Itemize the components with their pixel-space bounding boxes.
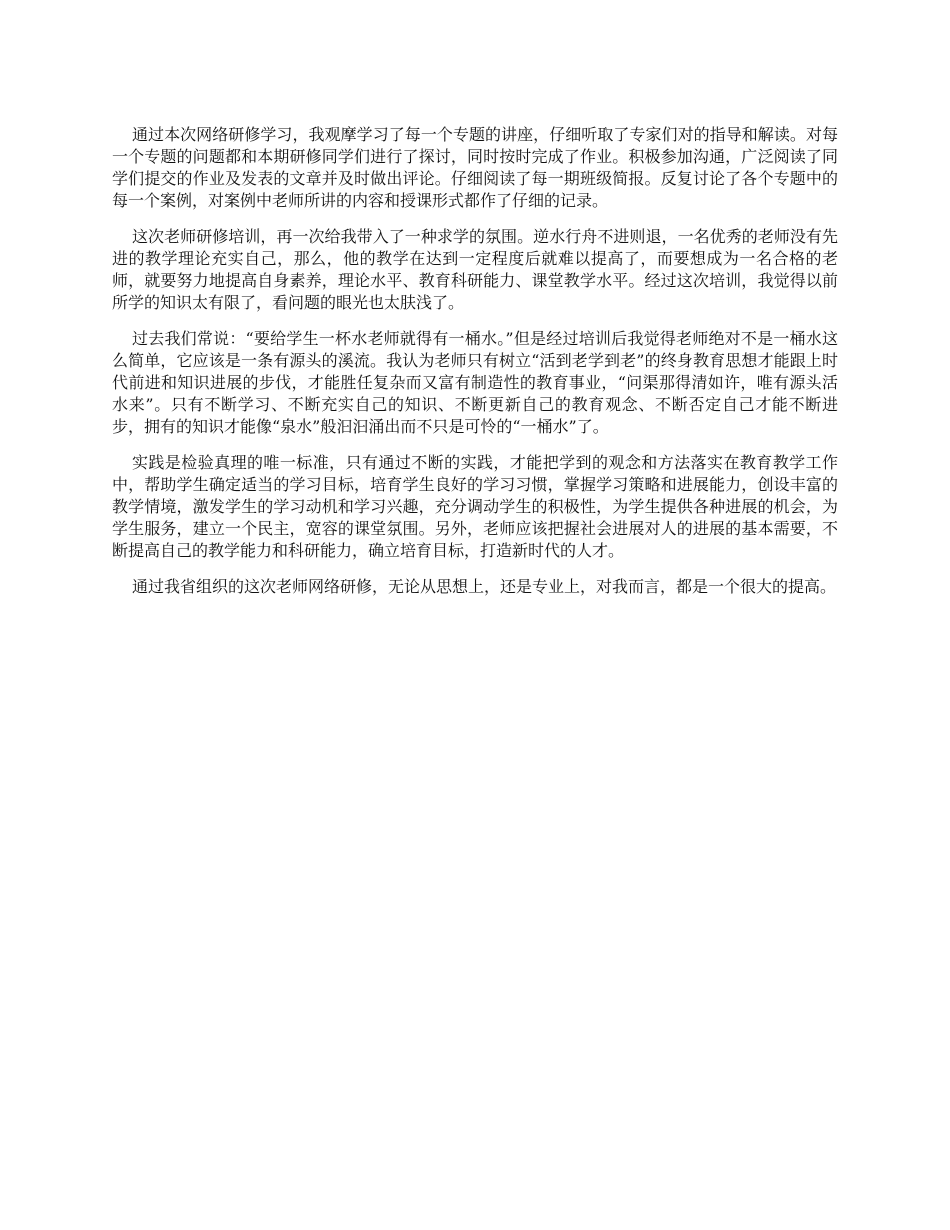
document-body [112, 124, 838, 612]
paragraph-5: 通过我省组织的这次老师网络研修，无论从思想上，还是专业上，对我而言，都是一个很大的提高。 [132, 577, 837, 596]
paragraph-2: 这次老师研修培训，再一次给我带入了一种求学的氛围。逆水行舟不进则退，一名优秀的老师没有先进的教学理论充实自己，那么，他的教学在达到一定程度后就难以提高了，而要想成为一名合格的老师，就要努力地提高自身素养，理论水平、教育科研能力、课堂教学水平。经过这次培训，我觉得以前所学的知识太有限了，看问题的眼光也太肤浅了。 [112, 227, 838, 312]
paragraph-1: 通过本次网络研修学习，我观摩学习了每一个专题的讲座，仔细听取了专家们对的指导和解读。对每一个专题的问题都和本期研修同学们进行了探讨，同时按时完成了作业。积极参加沟通，广泛阅读了同学们提交的作业及发表的文章并及时做出评论。仔细阅读了每一期班级简报。反复讨论了各个专题中的每一个案例，对案例中老师所讲的内容和授课形式都作了仔细的记录。 [112, 125, 838, 210]
paragraph-4: 实践是检验真理的唯一标准，只有通过不断的实践，才能把学到的观念和方法落实在教育教学工作中，帮助学生确定适当的学习目标，培育学生良好的学习习惯，掌握学习策略和进展能力，创设丰富的教学情境，激发学生的学习动机和学习兴趣，充分调动学生的积极性，为学生提供各种进展的机会，为学生服务，建立一个民主，宽容的课堂氛围。另外，老师应该把握社会进展对人的进展的基本需要，不断提高自己的教学能力和科研能力，确立培育目标，打造新时代的人才。 [112, 453, 838, 560]
paragraph-3: 过去我们常说：“要给学生一杯水老师就得有一桶水。”但是经过培训后我觉得老师绝对不是一桶水这么简单，它应该是一条有源头的溪流。我认为老师只有树立“活到老学到老”的终身教育思想才能跟上时代前进和知识进展的步伐，才能胜任复杂而又富有制造性的教育事业，“问渠那得清如许，唯有源头活水来”。只有不断学习、不断充实自己的知识、不断更新自己的教育观念、不断否定自己才能不断进步，拥有的知识才能像“泉水”般汩汩涌出而不只是可怜的“一桶水”了。 [112, 329, 838, 436]
